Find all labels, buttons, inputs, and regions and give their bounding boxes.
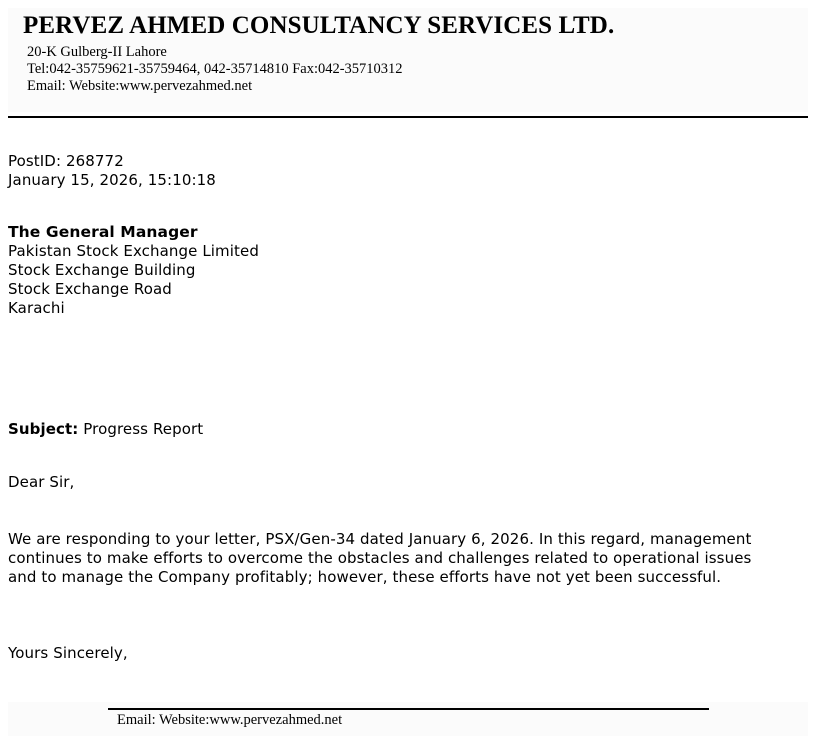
recipient-road: Stock Exchange Road xyxy=(8,280,172,298)
company-email-website: Email: Website:www.pervezahmed.net xyxy=(27,78,253,94)
letterhead xyxy=(8,8,808,112)
recipient-city: Karachi xyxy=(8,299,65,317)
salutation: Dear Sir, xyxy=(8,473,75,491)
footer-divider xyxy=(108,708,709,710)
subject-text: Progress Report xyxy=(83,420,204,438)
body-line: and to manage the Company profitably; however, these efforts have not yet been successful. xyxy=(8,568,722,586)
body-line: We are responding to your letter, PSX/Gen-34 dated January 6, 2026. In this regard, management xyxy=(8,530,752,548)
post-id: PostID: 268772 xyxy=(8,152,124,170)
recipient-block xyxy=(8,223,259,318)
footer xyxy=(8,702,808,736)
closing: Yours Sincerely, xyxy=(8,644,128,662)
company-name: PERVEZ AHMED CONSULTANCY SERVICES LTD. xyxy=(23,12,615,39)
body-line: continues to make efforts to overcome the obstacles and challenges related to operational issues xyxy=(8,549,752,567)
recipient-building: Stock Exchange Building xyxy=(8,261,196,279)
company-contact: Tel:042-35759621-35759464, 042-35714810 Fax:042-35710312 xyxy=(27,61,403,77)
footer-email-website: Email: Website:www.pervezahmed.net xyxy=(117,712,343,728)
subject-line xyxy=(8,420,203,439)
header-divider xyxy=(8,116,808,118)
recipient-title: The General Manager xyxy=(8,223,198,241)
letter-body xyxy=(8,530,788,587)
subject-label: Subject: xyxy=(8,420,79,438)
company-address: 20-K Gulberg-II Lahore xyxy=(27,44,167,60)
recipient-organization: Pakistan Stock Exchange Limited xyxy=(8,242,259,260)
post-date: January 15, 2026, 15:10:18 xyxy=(8,171,216,189)
